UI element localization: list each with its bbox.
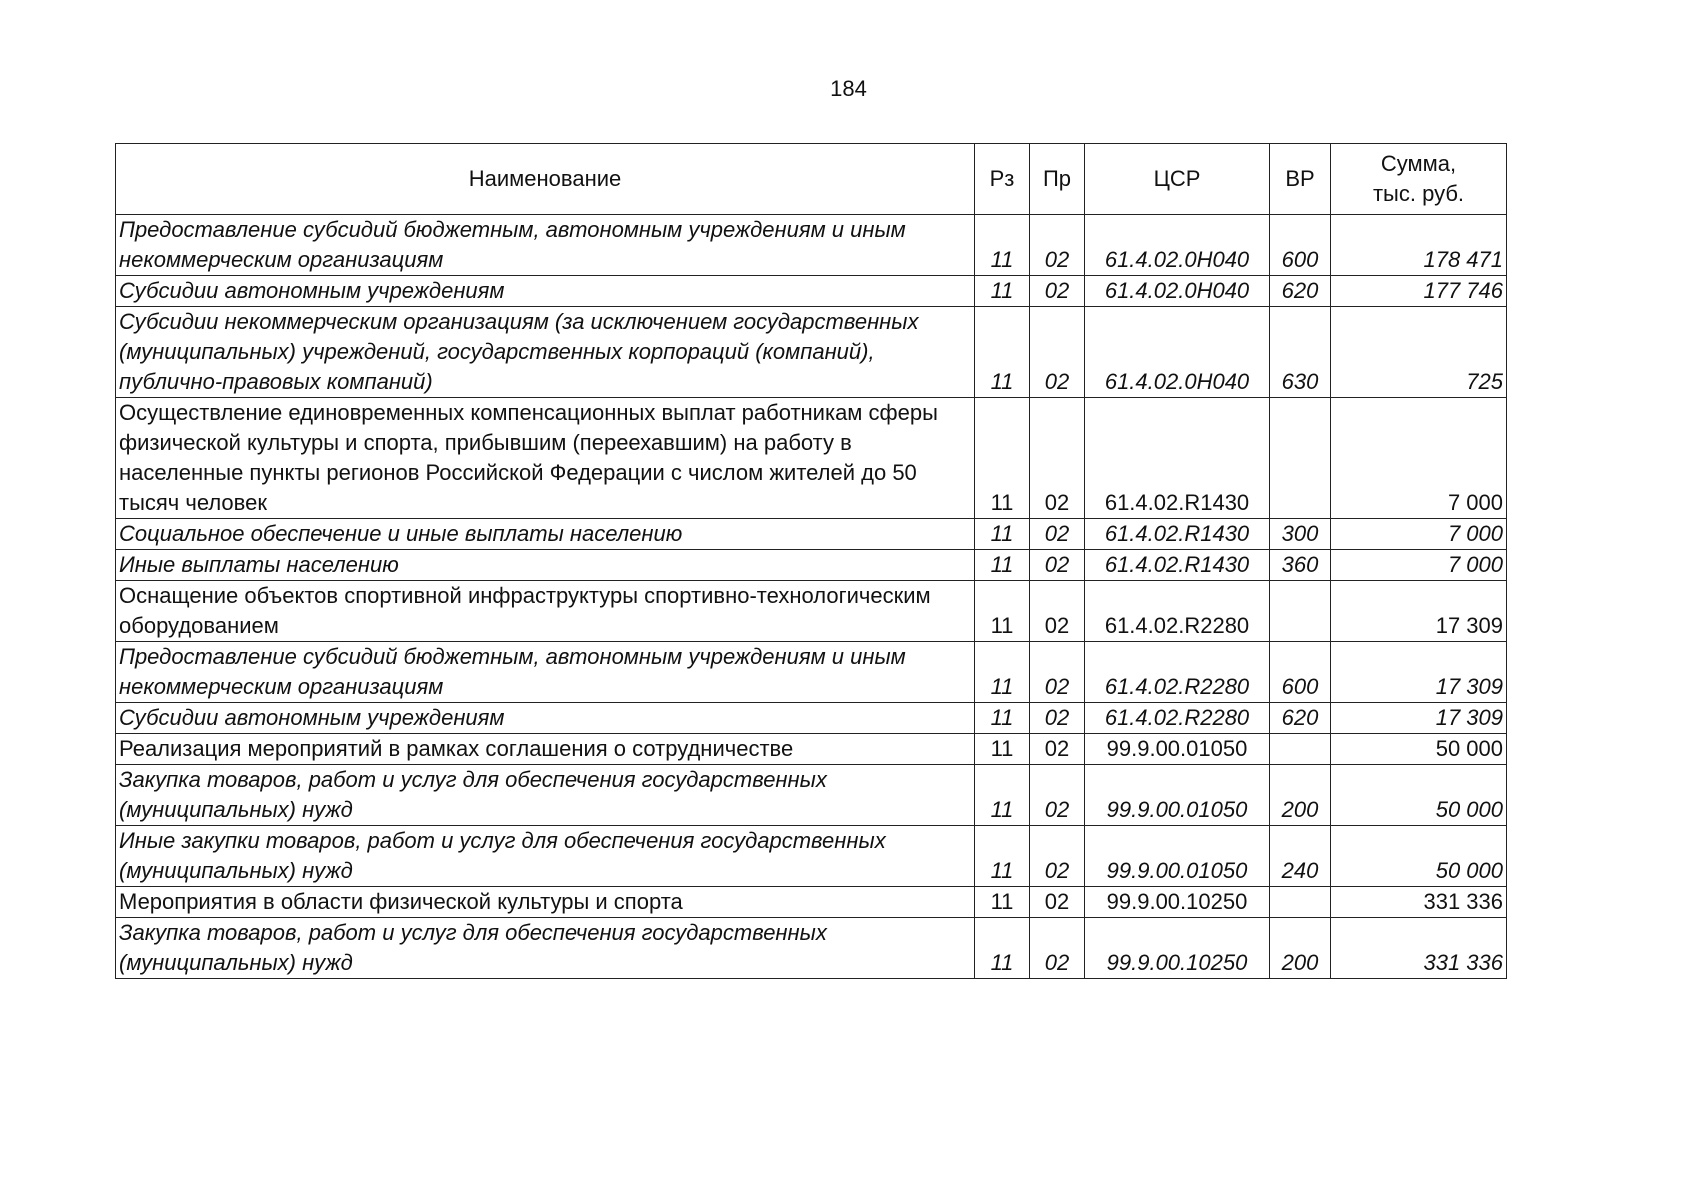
page-number: 184	[830, 76, 867, 101]
cell-pr: 02	[1030, 887, 1085, 918]
cell-rz: 11	[975, 734, 1030, 765]
cell-pr: 02	[1030, 826, 1085, 887]
cell-vr: 200	[1270, 918, 1331, 979]
cell-csr: 99.9.00.01050	[1085, 826, 1270, 887]
cell-csr: 61.4.02.R1430	[1085, 550, 1270, 581]
cell-csr: 99.9.00.10250	[1085, 887, 1270, 918]
cell-sum: 17 309	[1331, 581, 1507, 642]
cell-rz: 11	[975, 703, 1030, 734]
cell-sum: 178 471	[1331, 215, 1507, 276]
cell-rz: 11	[975, 215, 1030, 276]
cell-vr: 300	[1270, 519, 1331, 550]
cell-sum: 17 309	[1331, 642, 1507, 703]
cell-name: Субсидии некоммерческим организациям (за исключением государственных (муниципальных) учреждений, государственных корпораций (компаний), публично-правовых компаний)	[116, 307, 975, 398]
cell-vr	[1270, 581, 1331, 642]
cell-name: Иные закупки товаров, работ и услуг для обеспечения государственных (муниципальных) нужд	[116, 826, 975, 887]
table-row	[116, 826, 1507, 887]
cell-name: Реализация мероприятий в рамках соглашения о сотрудничестве	[116, 734, 975, 765]
cell-vr: 200	[1270, 765, 1331, 826]
header-vr: ВР	[1270, 144, 1331, 215]
table-row	[116, 765, 1507, 826]
cell-pr: 02	[1030, 307, 1085, 398]
header-sum-line1: Сумма,	[1380, 151, 1457, 176]
cell-vr: 240	[1270, 826, 1331, 887]
cell-name: Мероприятия в области физической культуры и спорта	[116, 887, 975, 918]
cell-rz: 11	[975, 398, 1030, 519]
cell-vr	[1270, 887, 1331, 918]
cell-csr: 61.4.02.R1430	[1085, 519, 1270, 550]
cell-csr: 61.4.02.R1430	[1085, 398, 1270, 519]
cell-pr: 02	[1030, 703, 1085, 734]
cell-csr: 61.4.02.R2280	[1085, 642, 1270, 703]
cell-sum: 7 000	[1331, 398, 1507, 519]
cell-name: Оснащение объектов спортивной инфраструктуры спортивно-технологическим оборудованием	[116, 581, 975, 642]
table-row	[116, 276, 1507, 307]
table-row	[116, 703, 1507, 734]
cell-csr: 61.4.02.0Н040	[1085, 307, 1270, 398]
cell-pr: 02	[1030, 581, 1085, 642]
header-pr: Пр	[1030, 144, 1085, 215]
cell-sum: 725	[1331, 307, 1507, 398]
table-row	[116, 642, 1507, 703]
cell-sum: 7 000	[1331, 550, 1507, 581]
cell-sum: 50 000	[1331, 765, 1507, 826]
table-row	[116, 550, 1507, 581]
table-row	[116, 307, 1507, 398]
cell-pr: 02	[1030, 398, 1085, 519]
cell-vr: 600	[1270, 642, 1331, 703]
cell-pr: 02	[1030, 550, 1085, 581]
cell-rz: 11	[975, 307, 1030, 398]
cell-csr: 99.9.00.01050	[1085, 765, 1270, 826]
header-rz: Рз	[975, 144, 1030, 215]
table-row	[116, 215, 1507, 276]
cell-csr: 61.4.02.R2280	[1085, 581, 1270, 642]
cell-sum: 331 336	[1331, 887, 1507, 918]
cell-sum: 331 336	[1331, 918, 1507, 979]
cell-pr: 02	[1030, 918, 1085, 979]
header-name: Наименование	[116, 144, 975, 215]
table-row	[116, 581, 1507, 642]
cell-vr: 630	[1270, 307, 1331, 398]
cell-csr: 61.4.02.0Н040	[1085, 276, 1270, 307]
table-row	[116, 519, 1507, 550]
cell-csr: 99.9.00.01050	[1085, 734, 1270, 765]
table-row	[116, 398, 1507, 519]
cell-sum: 50 000	[1331, 826, 1507, 887]
cell-pr: 02	[1030, 642, 1085, 703]
cell-rz: 11	[975, 642, 1030, 703]
cell-name: Закупка товаров, работ и услуг для обеспечения государственных (муниципальных) нужд	[116, 918, 975, 979]
cell-sum: 50 000	[1331, 734, 1507, 765]
cell-name: Иные выплаты населению	[116, 550, 975, 581]
cell-csr: 61.4.02.0Н040	[1085, 215, 1270, 276]
cell-vr	[1270, 398, 1331, 519]
cell-name: Осуществление единовременных компенсационных выплат работникам сферы физической культуры и спорта, прибывшим (переехавшим) на работу в населенные пункты регионов Российской Федерации с числом жителей до 50 тысяч человек	[116, 398, 975, 519]
cell-name: Социальное обеспечение и иные выплаты населению	[116, 519, 975, 550]
cell-rz: 11	[975, 581, 1030, 642]
cell-name: Субсидии автономным учреждениям	[116, 276, 975, 307]
table-row	[116, 734, 1507, 765]
cell-rz: 11	[975, 765, 1030, 826]
cell-name: Предоставление субсидий бюджетным, автономным учреждениям и иным некоммерческим организациям	[116, 642, 975, 703]
header-csr: ЦСР	[1085, 144, 1270, 215]
table-row	[116, 918, 1507, 979]
budget-table	[115, 143, 1507, 979]
table-row	[116, 887, 1507, 918]
cell-rz: 11	[975, 918, 1030, 979]
cell-pr: 02	[1030, 734, 1085, 765]
cell-pr: 02	[1030, 519, 1085, 550]
cell-pr: 02	[1030, 215, 1085, 276]
cell-vr: 620	[1270, 703, 1331, 734]
cell-rz: 11	[975, 826, 1030, 887]
cell-sum: 177 746	[1331, 276, 1507, 307]
cell-vr: 600	[1270, 215, 1331, 276]
cell-rz: 11	[975, 519, 1030, 550]
cell-csr: 61.4.02.R2280	[1085, 703, 1270, 734]
cell-vr: 620	[1270, 276, 1331, 307]
cell-rz: 11	[975, 550, 1030, 581]
cell-pr: 02	[1030, 276, 1085, 307]
cell-vr	[1270, 734, 1331, 765]
cell-pr: 02	[1030, 765, 1085, 826]
header-sum-line2: тыс. руб.	[1372, 181, 1465, 206]
cell-vr: 360	[1270, 550, 1331, 581]
cell-rz: 11	[975, 276, 1030, 307]
cell-rz: 11	[975, 887, 1030, 918]
cell-sum: 17 309	[1331, 703, 1507, 734]
cell-name: Закупка товаров, работ и услуг для обеспечения государственных (муниципальных) нужд	[116, 765, 975, 826]
header-sum	[1331, 144, 1507, 215]
cell-sum: 7 000	[1331, 519, 1507, 550]
table-body	[116, 215, 1507, 979]
cell-csr: 99.9.00.10250	[1085, 918, 1270, 979]
table-header-row	[116, 144, 1507, 215]
cell-name: Субсидии автономным учреждениям	[116, 703, 975, 734]
cell-name: Предоставление субсидий бюджетным, автономным учреждениям и иным некоммерческим организациям	[116, 215, 975, 276]
